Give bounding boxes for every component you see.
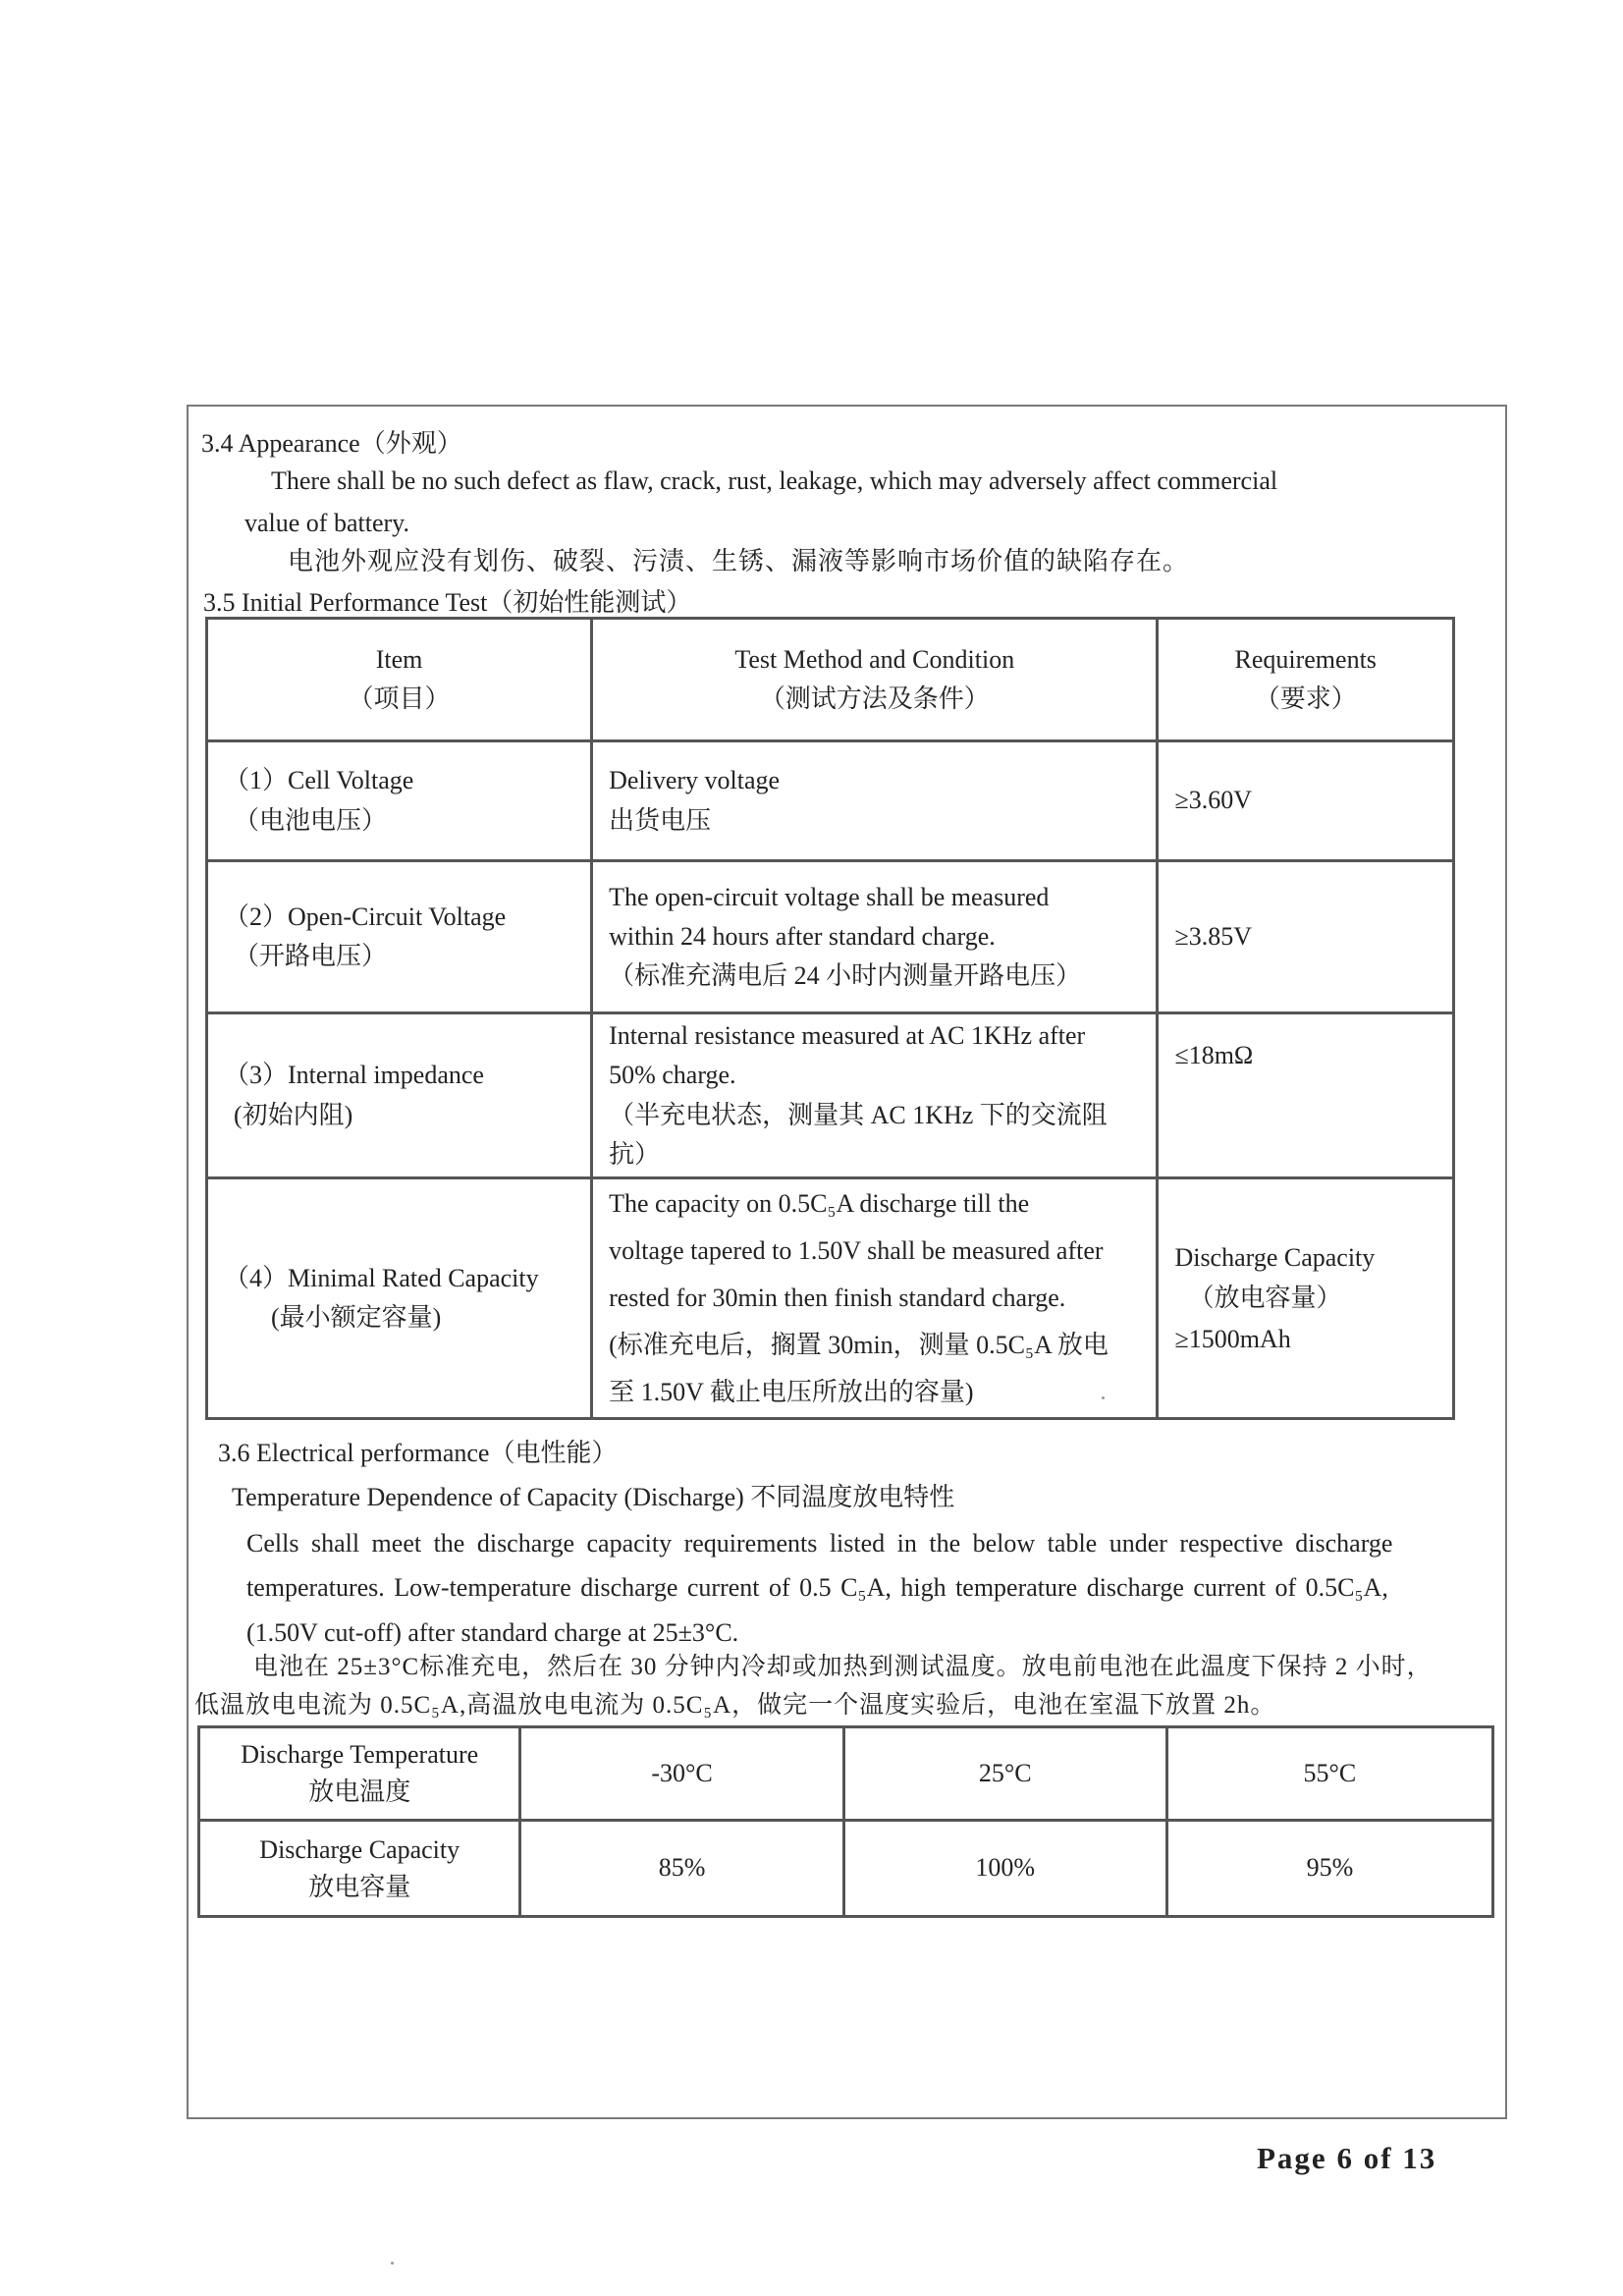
method-line: （标准充满电后 24 小时内测量开路电压） [609, 961, 1082, 991]
row-method [592, 1178, 1158, 1419]
item-cn: (初始内阻) [234, 1100, 353, 1129]
row-item [207, 1178, 592, 1419]
table-row [207, 1013, 1454, 1178]
electrical-en-line1: Cells shall meet the discharge capacity requirements listed in the below table under respective discharge [246, 1529, 1393, 1558]
temperature-capacity-table [197, 1725, 1494, 1918]
table-cell: 25°C [843, 1727, 1166, 1821]
row-method [592, 861, 1158, 1013]
item-en: （3）Internal impedance [224, 1061, 484, 1090]
requirement-line: Discharge Capacity [1174, 1242, 1376, 1272]
header-method-cn: （测试方法及条件） [759, 684, 990, 713]
table-cell: 85% [520, 1821, 843, 1917]
method-line: （半充电状态，测量其 AC 1KHz 下的交流阻 [609, 1100, 1108, 1129]
electrical-cn-line1: 电池在 25±3°C标准充电，然后在 30 分钟内冷却或加热到测试温度。放电前电池在此温度下保持 2 小时， [253, 1654, 1433, 1680]
appearance-en-line1: There shall be no such defect as flaw, crack, rust, leakage, which may adversely affect commercial [271, 466, 1278, 495]
row-label [199, 1727, 520, 1821]
scan-speck [1102, 1396, 1105, 1399]
requirement-line: ≥3.60V [1174, 786, 1252, 815]
method-line: (标准充电后，搁置 30min，测量 0.5C₅A 放电 [609, 1331, 1109, 1360]
label-cn: 放电温度 [308, 1777, 411, 1806]
temperature-row [199, 1727, 1493, 1821]
scan-speck [391, 2262, 394, 2265]
table-row [207, 861, 1454, 1013]
page-number: Page 6 of 13 [1257, 2141, 1437, 2175]
header-method [592, 619, 1158, 741]
electrical-cn-line2: 低温放电电流为 0.5C₅A,高温放电电流为 0.5C₅A，做完一个温度实验后，电池在室温下放置 2h。 [194, 1692, 1276, 1719]
item-en: （4）Minimal Rated Capacity [224, 1263, 539, 1292]
table-row [207, 741, 1454, 861]
method-line: The open-circuit voltage shall be measured [609, 882, 1050, 911]
method-line: 50% charge. [609, 1061, 736, 1090]
item-cn: (最小额定容量) [271, 1303, 442, 1332]
header-requirements [1158, 619, 1454, 741]
item-en: （2）Open-Circuit Voltage [224, 902, 507, 931]
method-line: Internal resistance measured at AC 1KHz after [609, 1020, 1086, 1050]
table-cell: 55°C [1166, 1727, 1492, 1821]
appearance-cn: 电池外观应没有划伤、破裂、污渍、生锈、漏液等影响市场价值的缺陷存在。 [288, 547, 1190, 575]
requirement-line: ≥3.85V [1174, 921, 1252, 951]
row-item [207, 1013, 592, 1178]
header-item-cn: （项目） [348, 684, 451, 713]
table-row [207, 1178, 1454, 1419]
row-requirement [1158, 1178, 1454, 1419]
row-item [207, 861, 592, 1013]
row-label [199, 1821, 520, 1917]
initial-heading: 3.5 Initial Performance Test（初始性能测试） [203, 588, 692, 617]
row-requirement [1158, 861, 1454, 1013]
electrical-heading: 3.6 Electrical performance（电性能） [218, 1439, 618, 1467]
capacity-row [199, 1821, 1493, 1917]
appearance-en-line2: value of battery. [244, 509, 409, 537]
row-method [592, 1013, 1158, 1178]
header-item-en: Item [375, 644, 423, 674]
item-cn: （电池电压） [234, 805, 388, 835]
requirement-line: ≥1500mAh [1174, 1324, 1291, 1353]
method-line: within 24 hours after standard charge. [609, 921, 996, 951]
row-item [207, 741, 592, 861]
table-cell: -30°C [520, 1727, 843, 1821]
header-req-en: Requirements [1234, 644, 1377, 674]
table-header-row [207, 619, 1454, 741]
row-requirement [1158, 741, 1454, 861]
header-method-en: Test Method and Condition [734, 644, 1015, 674]
header-item [207, 619, 592, 741]
initial-performance-table [205, 617, 1455, 1420]
method-line: 出货电压 [609, 805, 712, 835]
electrical-subheading: Temperature Dependence of Capacity (Discharge) 不同温度放电特性 [232, 1483, 955, 1511]
method-line: 抗） [609, 1139, 661, 1169]
item-cn: （开路电压） [234, 942, 388, 970]
electrical-en-line2: temperatures. Low-temperature discharge current of 0.5 C₅A, high temperature discharge current of 0.5C₅A, [246, 1573, 1388, 1602]
label-cn: 放电容量 [308, 1872, 411, 1901]
label-en: Discharge Capacity [259, 1834, 460, 1864]
requirement-line: ≤18mΩ [1174, 1041, 1254, 1069]
item-en: （1）Cell Voltage [224, 766, 414, 795]
electrical-en-line3: (1.50V cut-off) after standard charge at 25±3°C. [246, 1618, 739, 1647]
method-line: The capacity on 0.5C₅A discharge till the [609, 1188, 1030, 1218]
table-cell: 95% [1166, 1821, 1492, 1917]
header-req-cn: （要求） [1254, 684, 1357, 713]
method-line: rested for 30min then finish standard charge. [609, 1283, 1066, 1312]
method-line: 至 1.50V 截止电压所放出的容量) [609, 1378, 974, 1407]
method-line: Delivery voltage [609, 766, 781, 795]
appearance-heading: 3.4 Appearance（外观） [201, 429, 462, 458]
table-cell: 100% [843, 1821, 1166, 1917]
method-line: voltage tapered to 1.50V shall be measured after [609, 1235, 1104, 1265]
label-en: Discharge Temperature [241, 1740, 479, 1770]
requirement-line: （放电容量） [1188, 1284, 1342, 1313]
row-method [592, 741, 1158, 861]
row-requirement [1158, 1013, 1454, 1178]
